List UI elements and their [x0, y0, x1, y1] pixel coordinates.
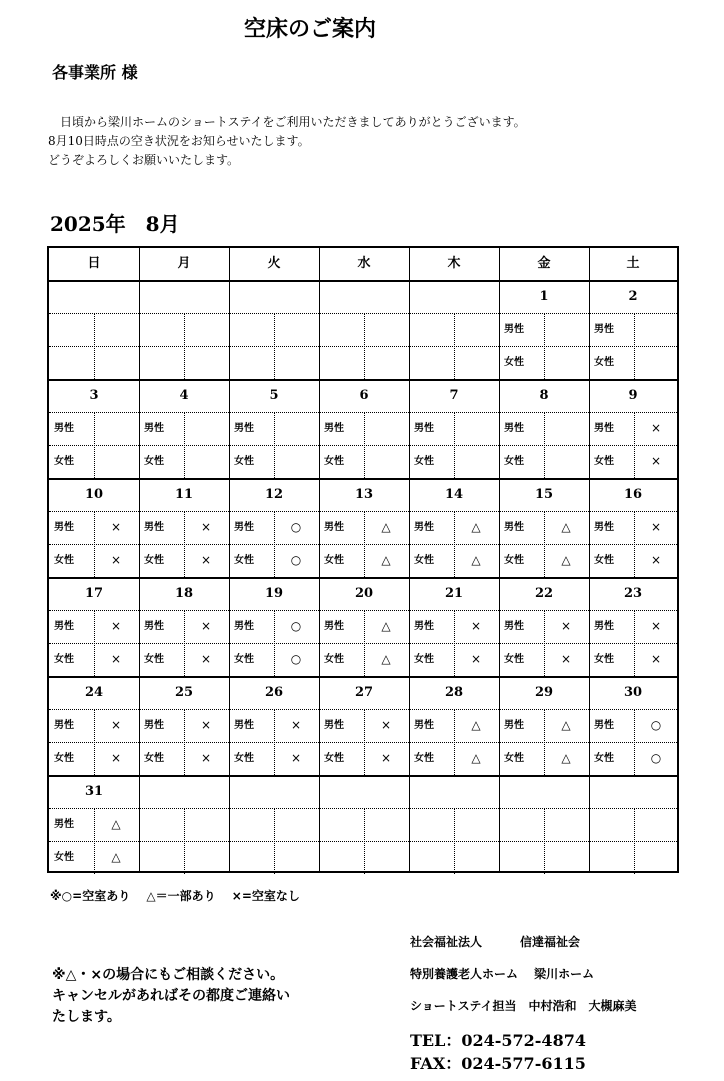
female-availability	[544, 445, 588, 478]
male-availability: ×	[200, 520, 212, 534]
female-label: 女性	[504, 555, 524, 566]
male-availability	[544, 412, 588, 445]
female-availability	[364, 445, 408, 478]
female-availability	[544, 346, 588, 379]
female-label: 女性	[144, 654, 164, 665]
male-label: 男性	[504, 522, 524, 533]
female-availability: ×	[470, 652, 482, 666]
intro-line: 日頃から梁川ホームのショートステイをご利用いただきましてありがとうございます。	[48, 115, 526, 129]
weekday-header: 金	[537, 256, 551, 271]
cell-divider	[364, 808, 365, 874]
male-availability: △	[561, 520, 571, 534]
week-divider	[49, 775, 677, 777]
male-label: 男性	[324, 621, 344, 632]
day-number: 8	[539, 388, 549, 403]
column-divider	[409, 248, 410, 871]
male-availability: ×	[110, 619, 122, 633]
cell-divider	[184, 808, 185, 874]
female-label: 女性	[414, 555, 434, 566]
female-label: 女性	[54, 456, 74, 467]
male-availability	[454, 412, 498, 445]
male-label: 男性	[54, 720, 74, 731]
male-label: 男性	[594, 522, 614, 533]
female-label: 女性	[414, 654, 434, 665]
weekday-header: 月	[177, 256, 191, 271]
male-label: 男性	[144, 720, 164, 731]
male-availability	[94, 412, 138, 445]
day-number: 1	[539, 289, 549, 304]
weekday-header: 土	[626, 256, 640, 271]
female-availability: △	[471, 751, 481, 765]
day-number: 10	[84, 487, 104, 502]
intro-text	[48, 113, 526, 170]
male-label: 男性	[324, 720, 344, 731]
male-label: 男性	[144, 621, 164, 632]
female-availability: ×	[560, 652, 572, 666]
male-label: 男性	[234, 423, 254, 434]
female-availability: ×	[200, 751, 212, 765]
female-availability	[94, 445, 138, 478]
female-availability: △	[471, 553, 481, 567]
female-availability: △	[381, 553, 391, 567]
male-label: 男性	[234, 720, 254, 731]
facility-name: 特別養護老人ホーム 梁川ホーム	[410, 967, 595, 981]
female-availability: ×	[650, 454, 662, 468]
male-availability: △	[111, 817, 121, 831]
female-availability: △	[561, 553, 571, 567]
day-number: 31	[84, 784, 104, 799]
female-label: 女性	[54, 852, 74, 863]
female-label: 女性	[504, 456, 524, 467]
female-availability: ×	[110, 652, 122, 666]
female-label: 女性	[594, 555, 614, 566]
day-number: 24	[84, 685, 104, 700]
note-line: キャンセルがあればその都度ご連絡い	[52, 988, 290, 1004]
female-label: 女性	[54, 555, 74, 566]
day-number: 16	[623, 487, 643, 502]
month-heading: 2025年 8月	[50, 212, 180, 236]
male-availability: △	[471, 718, 481, 732]
availability-calendar	[47, 246, 679, 873]
day-number: 19	[264, 586, 284, 601]
male-label: 男性	[54, 621, 74, 632]
addressee: 各事業所 様	[52, 63, 138, 82]
note-line: たします。	[52, 1009, 121, 1025]
male-availability: △	[561, 718, 571, 732]
day-number: 3	[89, 388, 99, 403]
column-divider	[319, 248, 320, 871]
female-label: 女性	[594, 753, 614, 764]
male-label: 男性	[324, 423, 344, 434]
female-label: 女性	[594, 456, 614, 467]
consultation-note	[52, 965, 290, 1028]
male-availability	[544, 313, 588, 346]
male-availability: ×	[650, 421, 662, 435]
male-availability: ○	[290, 520, 302, 534]
day-number: 9	[628, 388, 638, 403]
female-availability: ○	[650, 751, 662, 765]
male-availability: ×	[110, 520, 122, 534]
female-label: 女性	[594, 357, 614, 368]
legend: ※○=空室あり △＝一部あり ×=空室なし	[50, 889, 300, 903]
male-label: 男性	[234, 621, 254, 632]
female-availability: △	[111, 850, 121, 864]
female-label: 女性	[414, 753, 434, 764]
fax-number: FAX：024-577-6115	[410, 1054, 586, 1073]
male-label: 男性	[144, 522, 164, 533]
female-availability: ×	[290, 751, 302, 765]
female-label: 女性	[324, 456, 344, 467]
female-label: 女性	[144, 753, 164, 764]
female-label: 女性	[324, 555, 344, 566]
male-availability: ×	[200, 619, 212, 633]
male-label: 男性	[54, 522, 74, 533]
female-label: 女性	[594, 654, 614, 665]
male-label: 男性	[54, 423, 74, 434]
org-corp-line	[410, 933, 580, 950]
male-label: 男性	[414, 621, 434, 632]
female-availability: △	[381, 652, 391, 666]
day-number: 11	[174, 487, 194, 502]
male-label: 男性	[414, 423, 434, 434]
day-number: 29	[534, 685, 554, 700]
day-number: 25	[174, 685, 194, 700]
female-availability: ×	[200, 553, 212, 567]
corp-name: 信達福祉会	[520, 935, 581, 949]
day-number: 23	[623, 586, 643, 601]
male-label: 男性	[54, 819, 74, 830]
male-label: 男性	[144, 423, 164, 434]
column-divider	[229, 248, 230, 871]
male-availability: △	[381, 520, 391, 534]
female-label: 女性	[324, 753, 344, 764]
corp-type: 社会福祉法人	[410, 935, 483, 949]
male-availability: ×	[470, 619, 482, 633]
female-label: 女性	[414, 456, 434, 467]
male-label: 男性	[594, 621, 614, 632]
female-label: 女性	[504, 357, 524, 368]
page-title: 空床のご案内	[243, 17, 376, 42]
weekday-header: 火	[267, 256, 281, 271]
note-line: ※△・×の場合にもご相談ください。	[52, 967, 285, 983]
male-availability: ×	[200, 718, 212, 732]
weekday-header: 水	[357, 256, 371, 271]
male-label: 男性	[504, 423, 524, 434]
male-availability: △	[381, 619, 391, 633]
female-availability: ×	[110, 751, 122, 765]
female-availability: △	[561, 751, 571, 765]
day-number: 12	[264, 487, 284, 502]
weekday-header: 木	[447, 256, 461, 271]
female-label: 女性	[144, 456, 164, 467]
weekday-header: 日	[87, 256, 101, 271]
tel-number: TEL：024-572-4874	[410, 1031, 586, 1050]
male-label: 男性	[594, 720, 614, 731]
row-divider	[49, 808, 677, 809]
column-divider	[589, 248, 590, 871]
column-divider	[499, 248, 500, 871]
female-label: 女性	[234, 753, 254, 764]
male-label: 男性	[594, 423, 614, 434]
male-availability: ×	[650, 520, 662, 534]
female-label: 女性	[234, 555, 254, 566]
day-number: 6	[359, 388, 369, 403]
intro-line: どうぞよろしくお願いいたします。	[48, 153, 240, 167]
row-divider	[49, 841, 677, 842]
male-label: 男性	[234, 522, 254, 533]
cell-divider	[274, 808, 275, 874]
day-number: 20	[354, 586, 374, 601]
male-availability: △	[471, 520, 481, 534]
male-label: 男性	[504, 621, 524, 632]
female-label: 女性	[144, 555, 164, 566]
male-availability	[184, 412, 228, 445]
contact-persons: ショートステイ担当 中村浩和 大槻麻美	[410, 999, 637, 1013]
day-number: 14	[444, 487, 464, 502]
male-availability: ×	[290, 718, 302, 732]
female-label: 女性	[54, 654, 74, 665]
male-label: 男性	[594, 324, 614, 335]
male-availability: ×	[650, 619, 662, 633]
cell-divider	[544, 808, 545, 874]
female-availability: ×	[650, 652, 662, 666]
day-number: 22	[534, 586, 554, 601]
female-label: 女性	[504, 654, 524, 665]
female-availability	[454, 445, 498, 478]
day-number: 15	[534, 487, 554, 502]
female-label: 女性	[234, 456, 254, 467]
cell-divider	[94, 313, 95, 379]
cell-divider	[454, 313, 455, 379]
cell-divider	[274, 313, 275, 379]
cell-divider	[634, 808, 635, 874]
day-number: 27	[354, 685, 374, 700]
male-label: 男性	[504, 720, 524, 731]
intro-line: 8月10日時点の空き状況をお知らせいたします。	[48, 134, 310, 148]
male-label: 男性	[414, 720, 434, 731]
male-label: 男性	[504, 324, 524, 335]
day-number: 28	[444, 685, 464, 700]
day-number: 5	[269, 388, 279, 403]
cell-divider	[184, 313, 185, 379]
female-availability: ×	[110, 553, 122, 567]
day-number: 2	[628, 289, 638, 304]
male-availability	[364, 412, 408, 445]
female-label: 女性	[234, 654, 254, 665]
female-availability	[184, 445, 228, 478]
cell-divider	[364, 313, 365, 379]
day-number: 21	[444, 586, 464, 601]
female-availability	[634, 346, 678, 379]
male-label: 男性	[414, 522, 434, 533]
cell-divider	[454, 808, 455, 874]
day-number: 18	[174, 586, 194, 601]
male-label: 男性	[324, 522, 344, 533]
male-availability: ×	[110, 718, 122, 732]
day-number: 17	[84, 586, 104, 601]
female-availability: ○	[290, 652, 302, 666]
male-availability: ○	[290, 619, 302, 633]
male-availability	[274, 412, 318, 445]
female-availability: ×	[380, 751, 392, 765]
day-number: 30	[623, 685, 643, 700]
male-availability	[634, 313, 678, 346]
day-number: 26	[264, 685, 284, 700]
female-availability: ×	[650, 553, 662, 567]
female-label: 女性	[504, 753, 524, 764]
column-divider	[139, 248, 140, 871]
female-label: 女性	[54, 753, 74, 764]
female-availability: ○	[290, 553, 302, 567]
male-availability: ×	[560, 619, 572, 633]
female-label: 女性	[324, 654, 344, 665]
day-number: 4	[179, 388, 189, 403]
male-availability: ○	[650, 718, 662, 732]
female-availability	[274, 445, 318, 478]
male-availability: ×	[380, 718, 392, 732]
day-number: 7	[449, 388, 459, 403]
day-number: 13	[354, 487, 374, 502]
female-availability: ×	[200, 652, 212, 666]
